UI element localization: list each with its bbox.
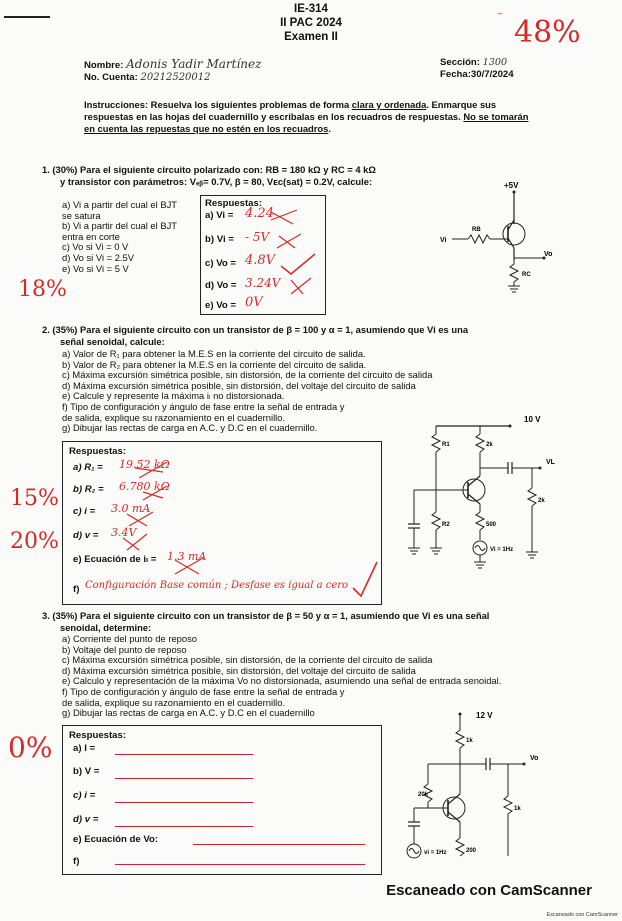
q2-r2-label: R2 [442,522,450,528]
grade-tick: ‾ [498,12,502,26]
q2-answer-e-label: e) Ecuación de iₗ = [73,554,157,565]
q2-answer-c-label: c) i = [73,506,96,517]
q2-answer-a-value: 19.52 kΩ [119,458,170,471]
q2-vl-label: VL [546,459,555,466]
q1-item: c) Vo si Vi = 0 V [62,241,129,253]
q3-answer-b-label: b) V = [73,766,100,777]
q2-title-line2: señal senoidal, calcule: [60,335,165,347]
q2-item: e) Calcule y represente la máxima iₗ no distorsionada. [62,390,285,402]
q3-item: d) Máxima excursión simétrica posible, sin distorsión, del voltaje del circuito de salida [62,664,416,676]
q1-vi-label: Vi [440,237,447,244]
section-info [440,57,514,81]
q1-vo-label: Vo [544,251,553,258]
q3-answer-d-line [115,826,253,827]
q2-answer-d-label: d) v = [73,530,99,541]
q1-answer-a-value: 4.24 [245,206,274,221]
q2-item: c) Máxima excursión simétrica posible, sin distorsión, de la corriente del circuito de salida [62,369,433,381]
q1-score: 18% [18,277,67,302]
q1-item: entra en corte [62,230,120,242]
q1-answer-d-value: 3.24V [245,276,281,290]
q3-item: f) Tipo de configuración y ángulo de fase entre la señal de entrada y [62,685,345,697]
q3-answer-box [62,725,382,875]
q1-item: a) Vi a partir del cual el BJT [62,199,177,210]
q2-title [42,324,468,347]
q3-vo-label: Vo [530,755,539,762]
q3-item: c) Máxima excursión simétrica posible, sin distorsión, de la corriente del circuito de salida [62,654,433,666]
q1-item: d) Vo si Vi = 2.5V [62,251,135,263]
q3-answers-title: Respuestas: [69,730,127,741]
course-code: IE-314 [294,3,328,15]
q1-rb-label: RB [472,227,481,233]
name-value: Adonis Yadir Martínez [126,57,262,71]
q2-item: de salida, explique su razonamiento en el cuadernillo. [62,411,286,423]
q2-answer-e-value: 1.3 mA [167,550,207,563]
q3-answer-b-line [115,778,253,779]
q3-answer-f-label: f) [73,856,80,867]
q2-score-b: 20% [10,529,59,554]
q1-item: b) Vi a partir del cual el BJT [62,220,177,232]
q3-answer-d-label: d) v = [73,814,99,825]
q2-answer-f-label: f) [73,584,80,595]
student-info [84,57,261,85]
q2-rl-label: 2k [538,498,545,504]
q1-title-line2: y transistor con parámetros: Vₑᵦ= 0.7V, β = 80, Vᴇᴄ(sat) = 0.2V, calcule: [60,175,373,187]
q1-answer-d-label: d) Vo = [205,280,237,291]
q2-answers-title: Respuestas: [69,446,127,457]
q1-items [62,200,177,274]
q1-answer-a-label: a) Vi = [205,210,234,221]
q3-title-line2: senoidal, determine: [60,621,152,633]
q3-r20k-label: 20k [418,792,429,798]
q2-answer-d-value: 3.4V [111,526,137,539]
instructions-underline-1: clara y ordenada [351,99,427,110]
instructions-underline-2: No se tomarán en cuenta las repuestas que no estén en los recuadros [84,111,529,134]
q3-rl-label: 1k [514,806,521,812]
section-label: Sección: [440,57,480,68]
q2-re-label: 500 [486,522,497,528]
q2-circuit-diagram [400,412,590,572]
account-value: 20212520012 [140,72,211,83]
q1-item: se satura [62,209,101,221]
q3-answer-e-line [193,844,365,845]
q3-answer-f-line [115,864,365,865]
q2-item: g) Dibujar las rectas de carga en A.C. y D.C en el cuadernillo. [62,422,318,434]
total-grade: 48% [514,15,581,50]
q1-rc-label: RC [522,272,531,278]
q3-item: g) Dibujar las rectas de carga en A.C. y D.C en el cuadernillo [62,707,315,719]
q1-title-line1: 1. (30%) Para el siguiente circuito polarizado con: RB = 180 kΩ y RC = 4 kΩ [42,164,376,175]
q3-title [42,610,489,633]
q1-answer-e-value: 0V [245,295,263,310]
q3-vi-label: vi = 1Hz [424,850,447,856]
q3-circuit-diagram [404,706,554,866]
date-label: Fecha:30/7/2024 [440,68,514,80]
instructions-text-2: . Enmarque sus respuestas en las hojas del cuadernillo y escríbalas en los recuadros de respuestas. [84,99,497,122]
q3-vcc-label: 12 V [476,711,493,720]
q1-answer-c-value: 4.8V [245,253,276,268]
q3-answer-e-label: e) Ecuación de Vo: [73,834,159,845]
q2-vcc-label: 10 V [524,415,541,424]
q3-r1k-label: 1k [466,738,473,744]
q3-answer-c-label: c) i = [73,790,96,801]
q2-item: f) Tipo de configuración y ángulo de fase entre la señal de entrada y [62,400,345,412]
account-label: No. Cuenta: [84,72,138,83]
q3-item: e) Calculo y representación de la máxima Vo no distorsionada, asumiendo una señal de entrada senoidal. [62,675,502,687]
q2-title-line1: 2. (35%) Para el siguiente circuito con un transistor de β = 100 y α = 1, asumiendo que Vi es una [42,324,469,335]
q3-answer-c-line [115,802,253,803]
q3-item: de salida, explique su razonamiento en el cuadernillo. [62,696,286,708]
q1-answer-box [200,195,326,315]
instructions-end: . [328,123,331,134]
section-value: 1300 [482,57,508,68]
q2-item: a) Valor de R₁ para obtener la M.E.S en la corriente del circuito de salida. [62,348,366,359]
exam-period: II PAC 2024 [280,17,342,29]
q1-check-marks [241,204,321,314]
q3-title-line1: 3. (35%) Para el siguiente circuito con un transistor de β = 50 y α = 1, asumiendo que Vi es una señal [42,610,490,621]
exam-title: Examen II [284,31,338,43]
q3-score: 0% [8,731,53,764]
name-label: Nombre: [84,60,124,71]
q2-rc-label: 2k [486,442,493,448]
q2-vi-label: Vi = 1Hz [490,547,514,553]
q2-answer-c-value: 3.0 mA [111,502,151,515]
q2-item: d) Máxima excursión simétrica posible, sin distorsión, del voltaje del circuito de salida [62,379,416,391]
q1-answer-e-label: e) Vo = [205,300,237,311]
q2-check-marks [103,452,379,602]
instructions [84,99,534,135]
q2-answer-a-label: a) R₁ = [73,462,103,473]
q1-answer-c-label: c) Vo = [205,258,237,269]
q2-items [62,349,432,434]
q1-answer-b-value: - 5V [245,230,270,244]
q2-answer-box [62,441,382,605]
q2-answer-f-value: Configuración Base común ; Desfase es igual a cero [85,580,349,591]
q2-score-a: 15% [10,486,59,511]
scanner-watermark: Escaneado con CamScanner [386,882,592,899]
q1-answers-title: Respuestas: [205,198,263,209]
q1-circuit-diagram [438,178,558,298]
q1-title [42,164,376,187]
q3-re-label: 200 [466,848,477,854]
q3-item: a) Corriente del punto de reposo [62,633,197,644]
q2-answer-b-value: 6.780 kΩ [119,480,170,493]
instructions-text: Instrucciones: Resuelva los siguientes problemas de forma [84,99,352,110]
q3-answer-a-label: a) I = [73,743,96,754]
q1-vcc-label: +5V [504,181,519,190]
q1-answer-b-label: b) Vi = [205,234,234,245]
q2-item: b) Valor de R₂ para obtener la M.E.S en la corriente del circuito de salida. [62,358,367,370]
q3-answer-a-line [115,754,253,755]
q3-item: b) Voltaje del punto de reposo [62,643,187,655]
q1-item: e) Vo si Vi = 5 V [62,262,129,274]
q2-r1-label: R1 [442,442,450,448]
scanner-watermark-small: Escaneado con CamScanner [546,912,618,918]
q2-answer-b-label: b) R₂ = [73,484,104,495]
